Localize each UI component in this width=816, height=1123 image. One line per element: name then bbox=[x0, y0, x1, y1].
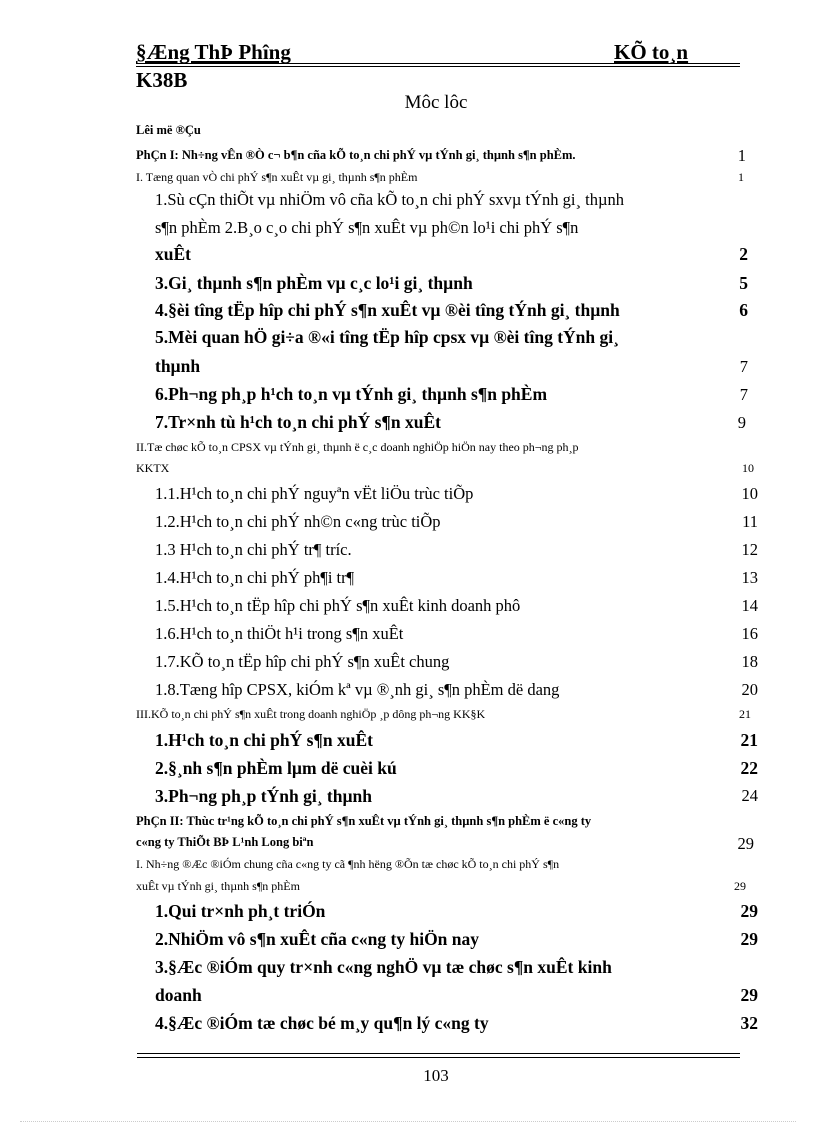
toc-entry[interactable] bbox=[136, 814, 591, 829]
toc-page-number: 22 bbox=[740, 758, 758, 778]
toc-entry[interactable] bbox=[155, 929, 479, 950]
toc-page-number: 1 bbox=[738, 170, 744, 184]
toc-entry-text: 4.§èi tîng tËp hîp chi phÝ s¶n xuÊt vµ ®èi tîng tÝnh gi¸ thµnh bbox=[155, 300, 620, 320]
toc-page-number: 29 bbox=[740, 985, 758, 1005]
toc-entry[interactable] bbox=[136, 879, 300, 894]
toc-entry[interactable] bbox=[155, 568, 354, 588]
toc-entry-text: 1.6.H¹ch to¸n thiÖt h¹i trong s¶n xuÊt bbox=[155, 624, 404, 643]
toc-title: Môc lôc bbox=[404, 92, 468, 113]
toc-entry-text: II.Tæ chøc kÕ to¸n CPSX vµ tÝnh gi¸ thµnh ë c¸c doanh nghiÖp hiÖn nay theo ph¬ng ph¸p bbox=[136, 440, 579, 454]
toc-entry[interactable] bbox=[155, 384, 547, 405]
toc-entry[interactable] bbox=[136, 123, 201, 138]
toc-entry-text: xuÊt vµ tÝnh gi¸ thµnh s¶n phÈm bbox=[136, 879, 300, 893]
toc-entry-text: xuÊt bbox=[155, 244, 191, 264]
toc-entry-text: 3.§Æc ®iÓm quy tr×nh c«ng nghÖ vµ tæ chøc s¶n xuÊt kinh bbox=[155, 957, 612, 977]
toc-entry[interactable] bbox=[155, 412, 441, 433]
toc-entry-text: s¶n phÈm 2.B¸o c¸o chi phÝ s¶n xuÊt vµ ph©n lo¹i chi phÝ s¶n bbox=[155, 218, 579, 237]
toc-page-number: 7 bbox=[739, 385, 748, 404]
toc-page-number: 12 bbox=[741, 540, 758, 559]
footer-rule bbox=[137, 1053, 740, 1054]
toc-entry-text: KKTX bbox=[136, 461, 170, 475]
toc-entry-text: 7.Tr×nh tù h¹ch to¸n chi phÝ s¶n xuÊt bbox=[155, 412, 441, 432]
toc-page-number: 16 bbox=[741, 624, 758, 643]
footer-page-number: 103 bbox=[423, 1066, 449, 1085]
toc-page-number: 29 bbox=[740, 929, 758, 949]
header-rule bbox=[136, 63, 740, 64]
toc-page-number: 29 bbox=[740, 901, 758, 921]
toc-entry[interactable] bbox=[155, 540, 352, 560]
toc-page-number: 32 bbox=[740, 1013, 758, 1033]
toc-entry-text: 4.§Æc ®iÓm tæ chøc bé m¸y qu¶n lý c«ng ty bbox=[155, 1013, 489, 1033]
toc-page-number: 6 bbox=[739, 300, 748, 320]
toc-entry[interactable] bbox=[155, 512, 441, 532]
toc-entry[interactable] bbox=[155, 985, 202, 1006]
toc-page-number: 10 bbox=[742, 461, 754, 475]
toc-entry-text: 2.§¸nh s¶n phÈm lµm dë cuèi kú bbox=[155, 758, 397, 778]
toc-entry[interactable] bbox=[136, 148, 576, 163]
toc-entry-text: 1.1.H¹ch to¸n chi phÝ nguyªn vËt liÖu trùc tiÕp bbox=[155, 484, 474, 503]
toc-entry-text: PhÇn II: Thùc tr¹ng kÕ to¸n chi phÝ s¶n xuÊt vµ tÝnh gi¸ thµnh s¶n phÈm ë c«ng ty bbox=[136, 814, 592, 828]
header-subject: KÕ to¸n bbox=[614, 40, 689, 64]
toc-entry[interactable] bbox=[155, 1013, 489, 1034]
toc-entry-text: 2.NhiÖm vô s¶n xuÊt cña c«ng ty hiÖn nay bbox=[155, 929, 480, 949]
page-break-line bbox=[20, 1121, 796, 1122]
toc-entry-text: I. Tæng quan vÒ chi phÝ s¶n xuÊt vµ gi¸ thµnh s¶n phÈm bbox=[136, 170, 418, 184]
toc-page-number: 10 bbox=[741, 484, 758, 503]
toc-entry[interactable] bbox=[155, 300, 620, 321]
toc-entry[interactable] bbox=[136, 835, 313, 850]
toc-entry-text: PhÇn I: Nh÷ng vÊn ®Ò c¬ b¶n cña kÕ to¸n chi phÝ vµ tÝnh gi¸ thµnh s¶n phÈm. bbox=[136, 148, 576, 162]
header-author: §Æng ThÞ Phîng bbox=[136, 40, 291, 64]
toc-entry-text: 1.8.Tæng hîp CPSX, kiÓm kª vµ ®¸nh gi¸ s¶n phÈm dë dang bbox=[155, 680, 560, 699]
toc-page-number: 5 bbox=[739, 273, 748, 293]
toc-page-number: 21 bbox=[739, 707, 751, 721]
toc-entry-text: 6.Ph¬ng ph¸p h¹ch to¸n vµ tÝnh gi¸ thµnh s¶n phÈm bbox=[155, 384, 548, 404]
toc-entry-text: 1.H¹ch to¸n chi phÝ s¶n xuÊt bbox=[155, 730, 373, 750]
toc-page-number: 9 bbox=[737, 413, 746, 432]
toc-entry[interactable] bbox=[155, 327, 619, 348]
toc-entry-text: 1.2.H¹ch to¸n chi phÝ nh©n c«ng trùc tiÕp bbox=[155, 512, 441, 531]
toc-page-number: 18 bbox=[741, 652, 758, 671]
toc-entry[interactable] bbox=[155, 730, 373, 751]
toc-entry-text: 5.Mèi quan hÖ gi÷a ®«i tîng tËp hîp cpsx vµ ®èi tîng tÝnh gi¸ bbox=[155, 327, 619, 347]
toc-entry[interactable] bbox=[155, 356, 200, 377]
toc-entry-text: thµnh bbox=[155, 356, 201, 376]
toc-entry[interactable] bbox=[136, 461, 169, 476]
toc-entry[interactable] bbox=[136, 170, 417, 185]
toc-entry-text: 1.Qui tr×nh ph¸t triÓn bbox=[155, 901, 326, 921]
toc-entry[interactable] bbox=[155, 484, 473, 504]
toc-entry[interactable] bbox=[155, 957, 612, 978]
toc-entry[interactable] bbox=[155, 244, 191, 265]
footer-rule bbox=[137, 1057, 740, 1058]
toc-page-number: 13 bbox=[741, 568, 758, 587]
toc-entry-text: 3.Ph¬ng ph¸p tÝnh gi¸ thµnh bbox=[155, 786, 373, 806]
toc-entry[interactable] bbox=[155, 786, 372, 807]
toc-entry-text: 3.Gi¸ thµnh s¶n phÈm vµ c¸c lo¹i gi¸ thµnh bbox=[155, 273, 473, 293]
toc-entry[interactable] bbox=[155, 652, 449, 672]
toc-entry-text: I. Nh÷ng ®Æc ®iÓm chung cña c«ng ty cã ¶nh hëng ®Õn tæ chøc kÕ to¸n chi phÝ s¶n bbox=[136, 857, 560, 871]
toc-entry[interactable] bbox=[155, 624, 403, 644]
toc-entry-text: c«ng ty ThiÕt BÞ L¹nh Long biªn bbox=[136, 835, 314, 849]
header-class: K38B bbox=[136, 68, 188, 92]
toc-entry[interactable] bbox=[136, 440, 579, 455]
header-rule bbox=[136, 66, 740, 67]
toc-page-number: 20 bbox=[741, 680, 758, 699]
toc-entry-text: 1.3 H¹ch to¸n chi phÝ tr¶ tríc. bbox=[155, 540, 352, 559]
toc-entry[interactable] bbox=[155, 218, 578, 238]
toc-entry[interactable] bbox=[155, 901, 325, 922]
toc-page-number: 11 bbox=[742, 512, 758, 531]
toc-page-number: 2 bbox=[739, 244, 748, 264]
toc-entry[interactable] bbox=[155, 680, 559, 700]
toc-entry-text: 1.7.KÕ to¸n tËp hîp chi phÝ s¶n xuÊt chung bbox=[155, 652, 450, 671]
toc-entry[interactable] bbox=[155, 273, 473, 294]
toc-entry-text: 1.Sù cÇn thiÕt vµ nhiÖm vô cña kÕ to¸n chi phÝ sxvµ tÝnh gi¸ thµnh bbox=[155, 190, 624, 209]
toc-page-number: 1 bbox=[737, 146, 746, 165]
toc-entry-text: Lêi më ®Çu bbox=[136, 123, 201, 137]
toc-entry[interactable] bbox=[155, 190, 624, 210]
toc-page-number: 24 bbox=[741, 786, 758, 805]
toc-page-number: 14 bbox=[741, 596, 758, 615]
toc-page-number: 21 bbox=[740, 730, 758, 750]
toc-entry-text: III.KÕ to¸n chi phÝ s¶n xuÊt trong doanh nghiÖp ¸p dông ph¬ng KK§K bbox=[136, 707, 486, 721]
toc-entry-text: doanh bbox=[155, 985, 202, 1005]
toc-entry[interactable] bbox=[155, 758, 397, 779]
toc-entry[interactable] bbox=[155, 596, 520, 616]
toc-page-number: 29 bbox=[737, 834, 754, 853]
toc-page-number: 7 bbox=[739, 357, 748, 376]
toc-entry[interactable] bbox=[136, 707, 485, 722]
toc-entry-text: 1.4.H¹ch to¸n chi phÝ ph¶i tr¶ bbox=[155, 568, 355, 587]
toc-entry-text: 1.5.H¹ch to¸n tËp hîp chi phÝ s¶n xuÊt kinh doanh phô bbox=[155, 596, 521, 615]
toc-page-number: 29 bbox=[734, 879, 746, 893]
toc-entry[interactable] bbox=[136, 857, 559, 872]
